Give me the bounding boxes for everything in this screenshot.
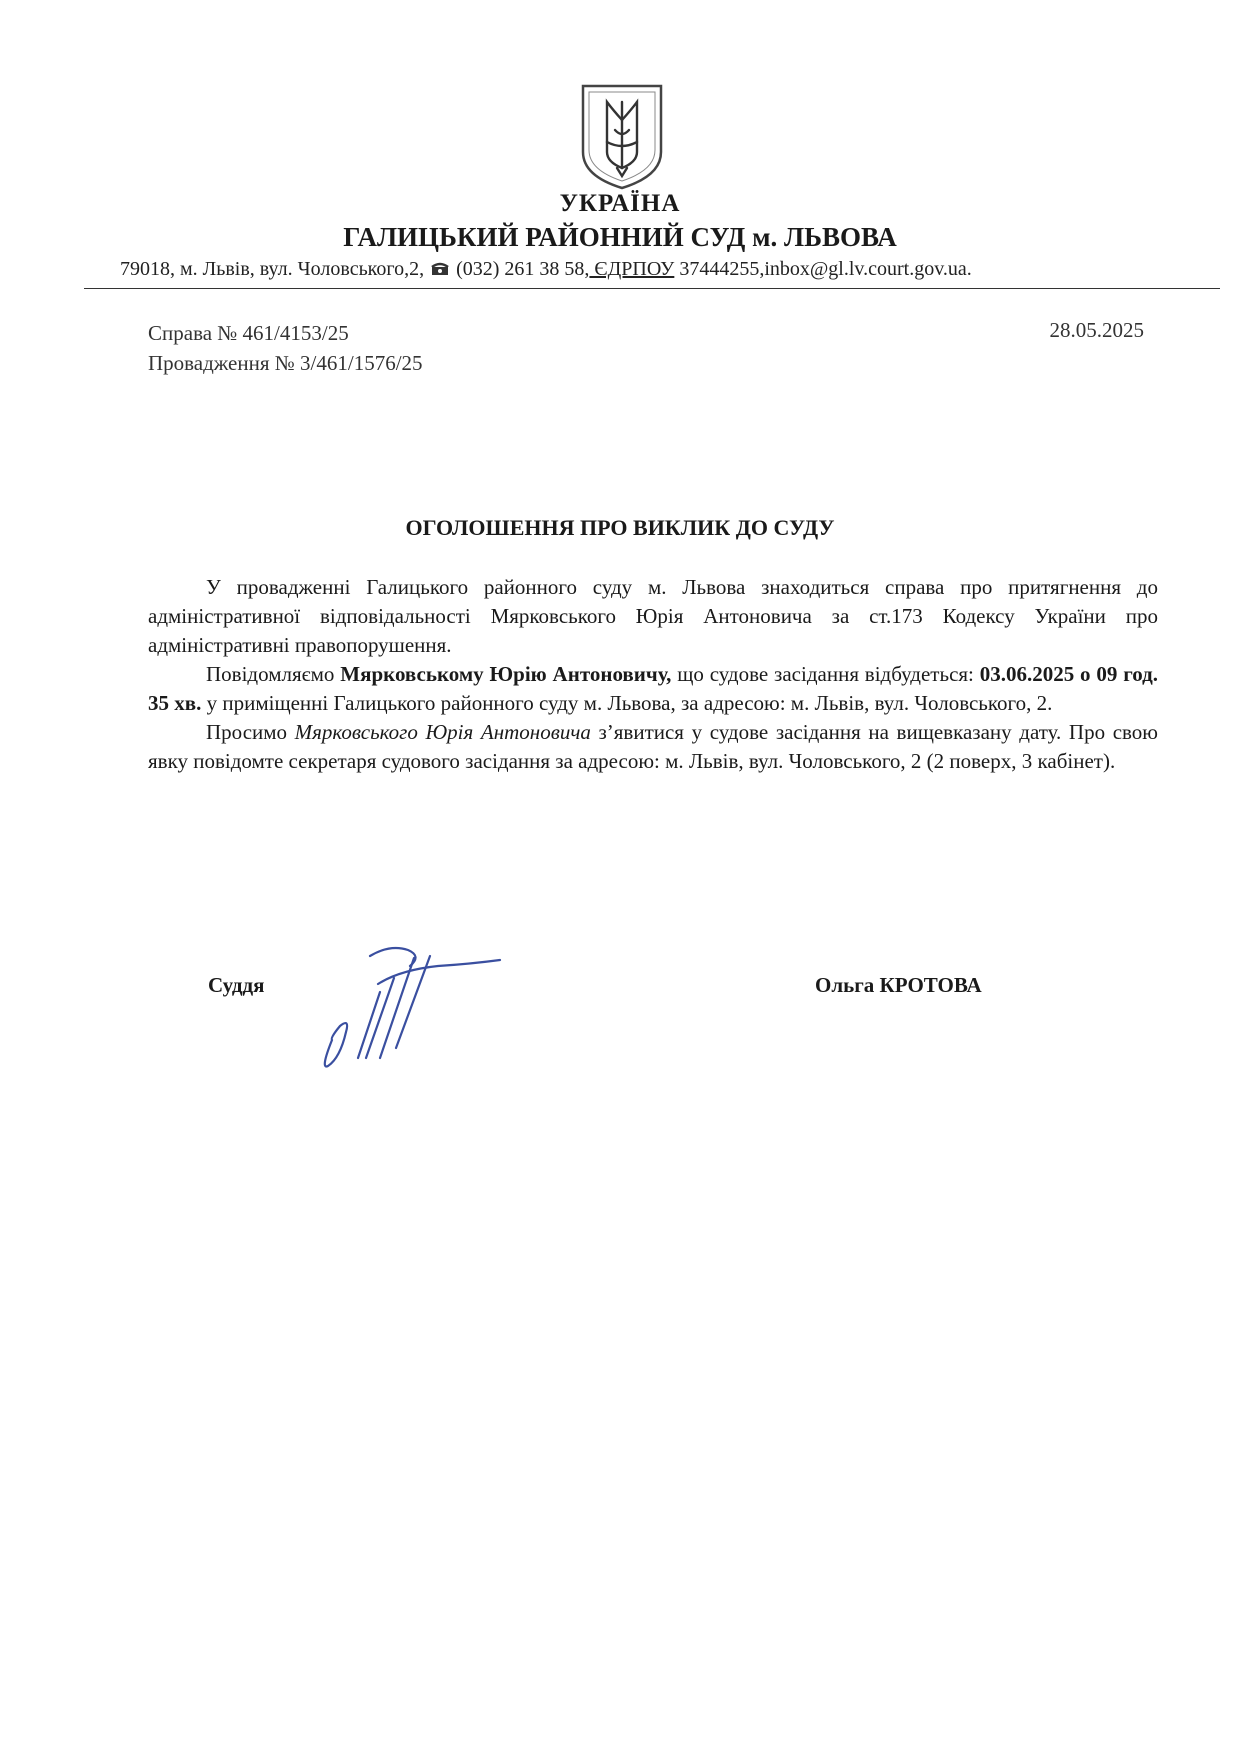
court-contacts xyxy=(120,258,1200,281)
document-date: 28.05.2025 xyxy=(1049,318,1144,342)
judge-name: Ольга КРОТОВА xyxy=(815,973,982,997)
addressee-name-italic: Мярковського Юрія Антоновича xyxy=(294,720,591,744)
court-name: ГАЛИЦЬКИЙ РАЙОННИЙ СУД м. ЛЬВОВА xyxy=(343,222,897,252)
coat-of-arms-icon xyxy=(577,80,667,192)
hearing-datetime: 03.06.2025 о 09 год. 35 хв. xyxy=(148,662,1158,715)
document-body xyxy=(148,573,1158,776)
edrpou-email: 37444255,inbox@gl.lv.court.gov.ua. xyxy=(674,258,972,280)
paragraph-3: Просимо Мярковського Юрія Антоновича з’явитися у судове засідання на вищевказану дату. Про свою явку повідомте секретаря судового засідання за адресою: м. Львів, вул. Чоловського, 2 (2 поверх, 3 кабінет). xyxy=(148,720,1158,773)
document-title: ОГОЛОШЕННЯ ПРО ВИКЛИК ДО СУДУ xyxy=(405,515,835,540)
addressee-name: Мярковському Юрію Антоновичу, xyxy=(340,662,672,686)
judge-label: Суддя xyxy=(208,973,265,997)
court-phone: (032) 261 38 58, xyxy=(456,258,590,280)
phone-icon xyxy=(431,262,449,276)
case-number: Справа № 461/4153/25 xyxy=(148,321,349,345)
court-address: 79018, м. Львів, вул. Чоловського,2, xyxy=(120,258,425,280)
edrpou-label: ЄДРПОУ xyxy=(589,258,675,280)
case-meta xyxy=(148,318,423,378)
paragraph-1: У провадженні Галицького районного суду м. Львова знаходиться справа про притягнення до адміністративної відповідальності Мярковського Юрія Антоновича за ст.173 Кодексу України про адміністративні правопорушення. xyxy=(148,575,1158,657)
paragraph-2: Повідомляємо Мярковському Юрію Антоновичу, що судове засідання відбудеться: 03.06.2025 о 09 год. 35 хв. у приміщенні Галицького районного суду м. Львова, за адресою: м. Львів, вул. Чоловського, 2. xyxy=(148,662,1158,715)
country-heading: УКРАЇНА xyxy=(559,190,681,217)
handwritten-signature xyxy=(310,930,560,1080)
header-divider xyxy=(84,288,1220,289)
proceeding-number: Провадження № 3/461/1576/25 xyxy=(148,351,423,375)
